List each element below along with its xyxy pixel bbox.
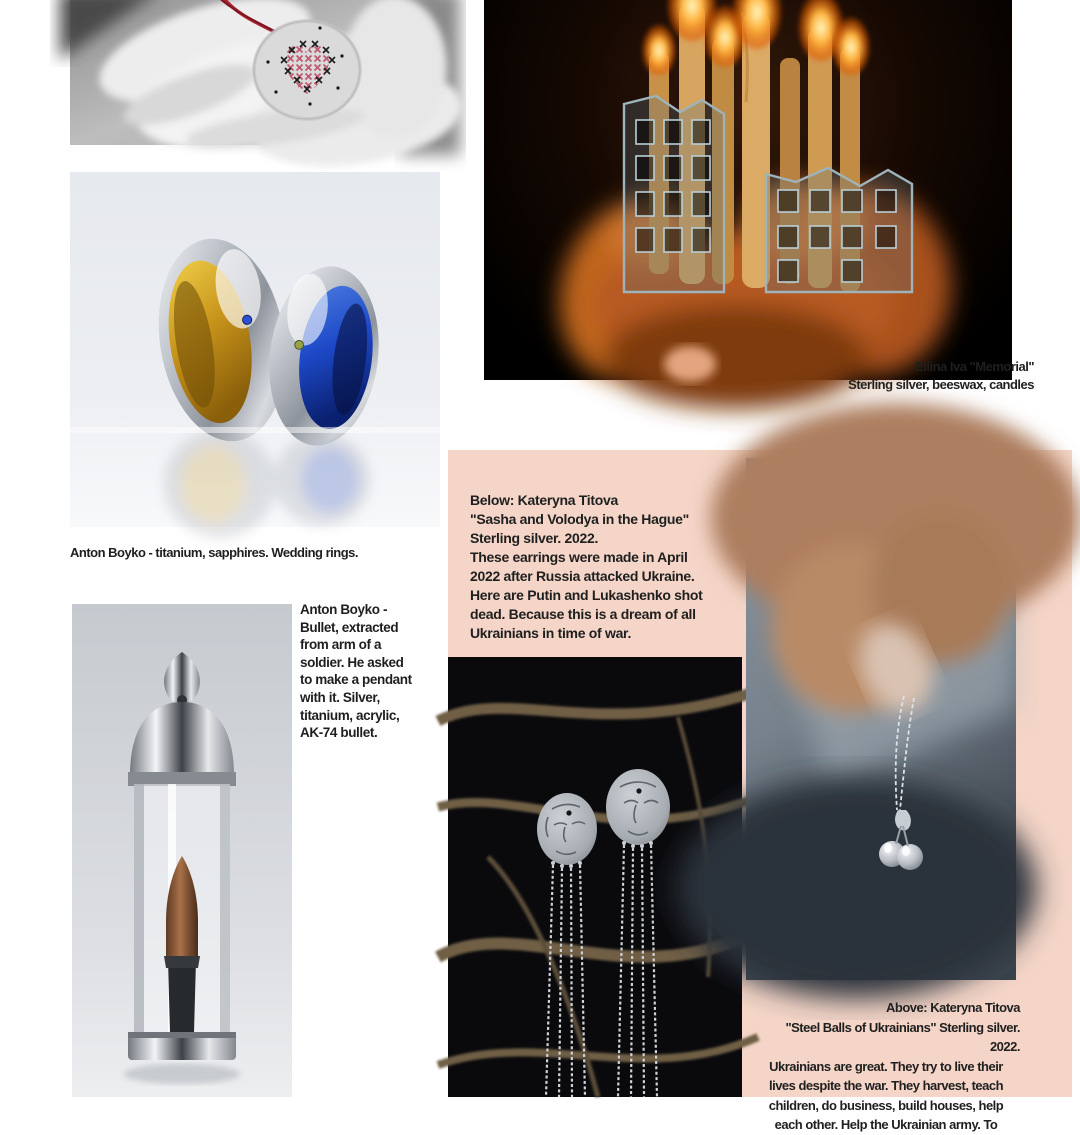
titova-above-line: "Steel Balls of Ukrainians" Sterling silver.: [785, 1019, 1020, 1035]
titova-above-line: each other. Help the Ukrainian army. To: [774, 1117, 998, 1132]
pendant-hand-photo: [746, 458, 1016, 980]
titova-below-line: Sterling silver. 2022.: [470, 530, 599, 546]
bullet-description: [300, 601, 450, 742]
titova-below-line: 2022 after Russia attacked Ukraine.: [470, 568, 695, 584]
bullet-description-line: Anton Boyko -: [300, 602, 388, 617]
titova-above-line: Above: Kateryna Titova: [886, 1000, 1020, 1015]
bullet-description-line: with it. Silver,: [300, 689, 380, 705]
bullet-description-line: titanium, acrylic,: [300, 707, 400, 723]
bullet-pendant-photo: [72, 604, 292, 1097]
titova-below-description: [470, 491, 740, 643]
rings-caption-line: Anton Boyko - titanium, sapphires. Wedding rings.: [70, 545, 358, 560]
titova-below-line: dead. Because this is a dream of all: [470, 606, 696, 622]
titova-above-line: 2022.: [989, 1039, 1020, 1054]
titova-below-line: Here are Putin and Lukashenko shot: [470, 587, 703, 603]
titova-above-line: children, do business, build houses, help: [768, 1097, 1004, 1113]
titova-below-line: "Sasha and Volodya in the Hague": [470, 511, 689, 527]
titova-below-line: Below: Kateryna Titova: [470, 492, 618, 508]
memorial-caption-line: Ellina Iva "Memorial": [915, 359, 1034, 374]
bullet-description-line: from arm of a: [300, 637, 382, 653]
rings-caption: [70, 544, 430, 562]
titova-below-line: Ukrainians in time of war.: [470, 625, 632, 641]
memorial-candles-photo: [484, 0, 1012, 380]
bullet-description-line: AK-74 bullet.: [300, 725, 378, 741]
bullet-description-line: Bullet, extracted: [300, 619, 399, 635]
memorial-caption-line: Sterling silver, beeswax, candles: [848, 377, 1034, 393]
wedding-rings-photo: [70, 172, 440, 527]
titova-above-line: Ukrainians are great. They try to live their: [769, 1058, 1003, 1074]
memorial-caption: [744, 358, 1034, 394]
titova-above-description: [752, 998, 1020, 1135]
bullet-description-line: soldier. He asked: [300, 654, 404, 670]
cross-stitch-brooch-photo: [70, 0, 440, 145]
titova-below-line: These earrings were made in April: [470, 549, 688, 565]
titova-above-line: lives despite the war. They harvest, teach: [768, 1078, 1004, 1093]
bullet-description-line: to make a pendant: [300, 672, 412, 688]
